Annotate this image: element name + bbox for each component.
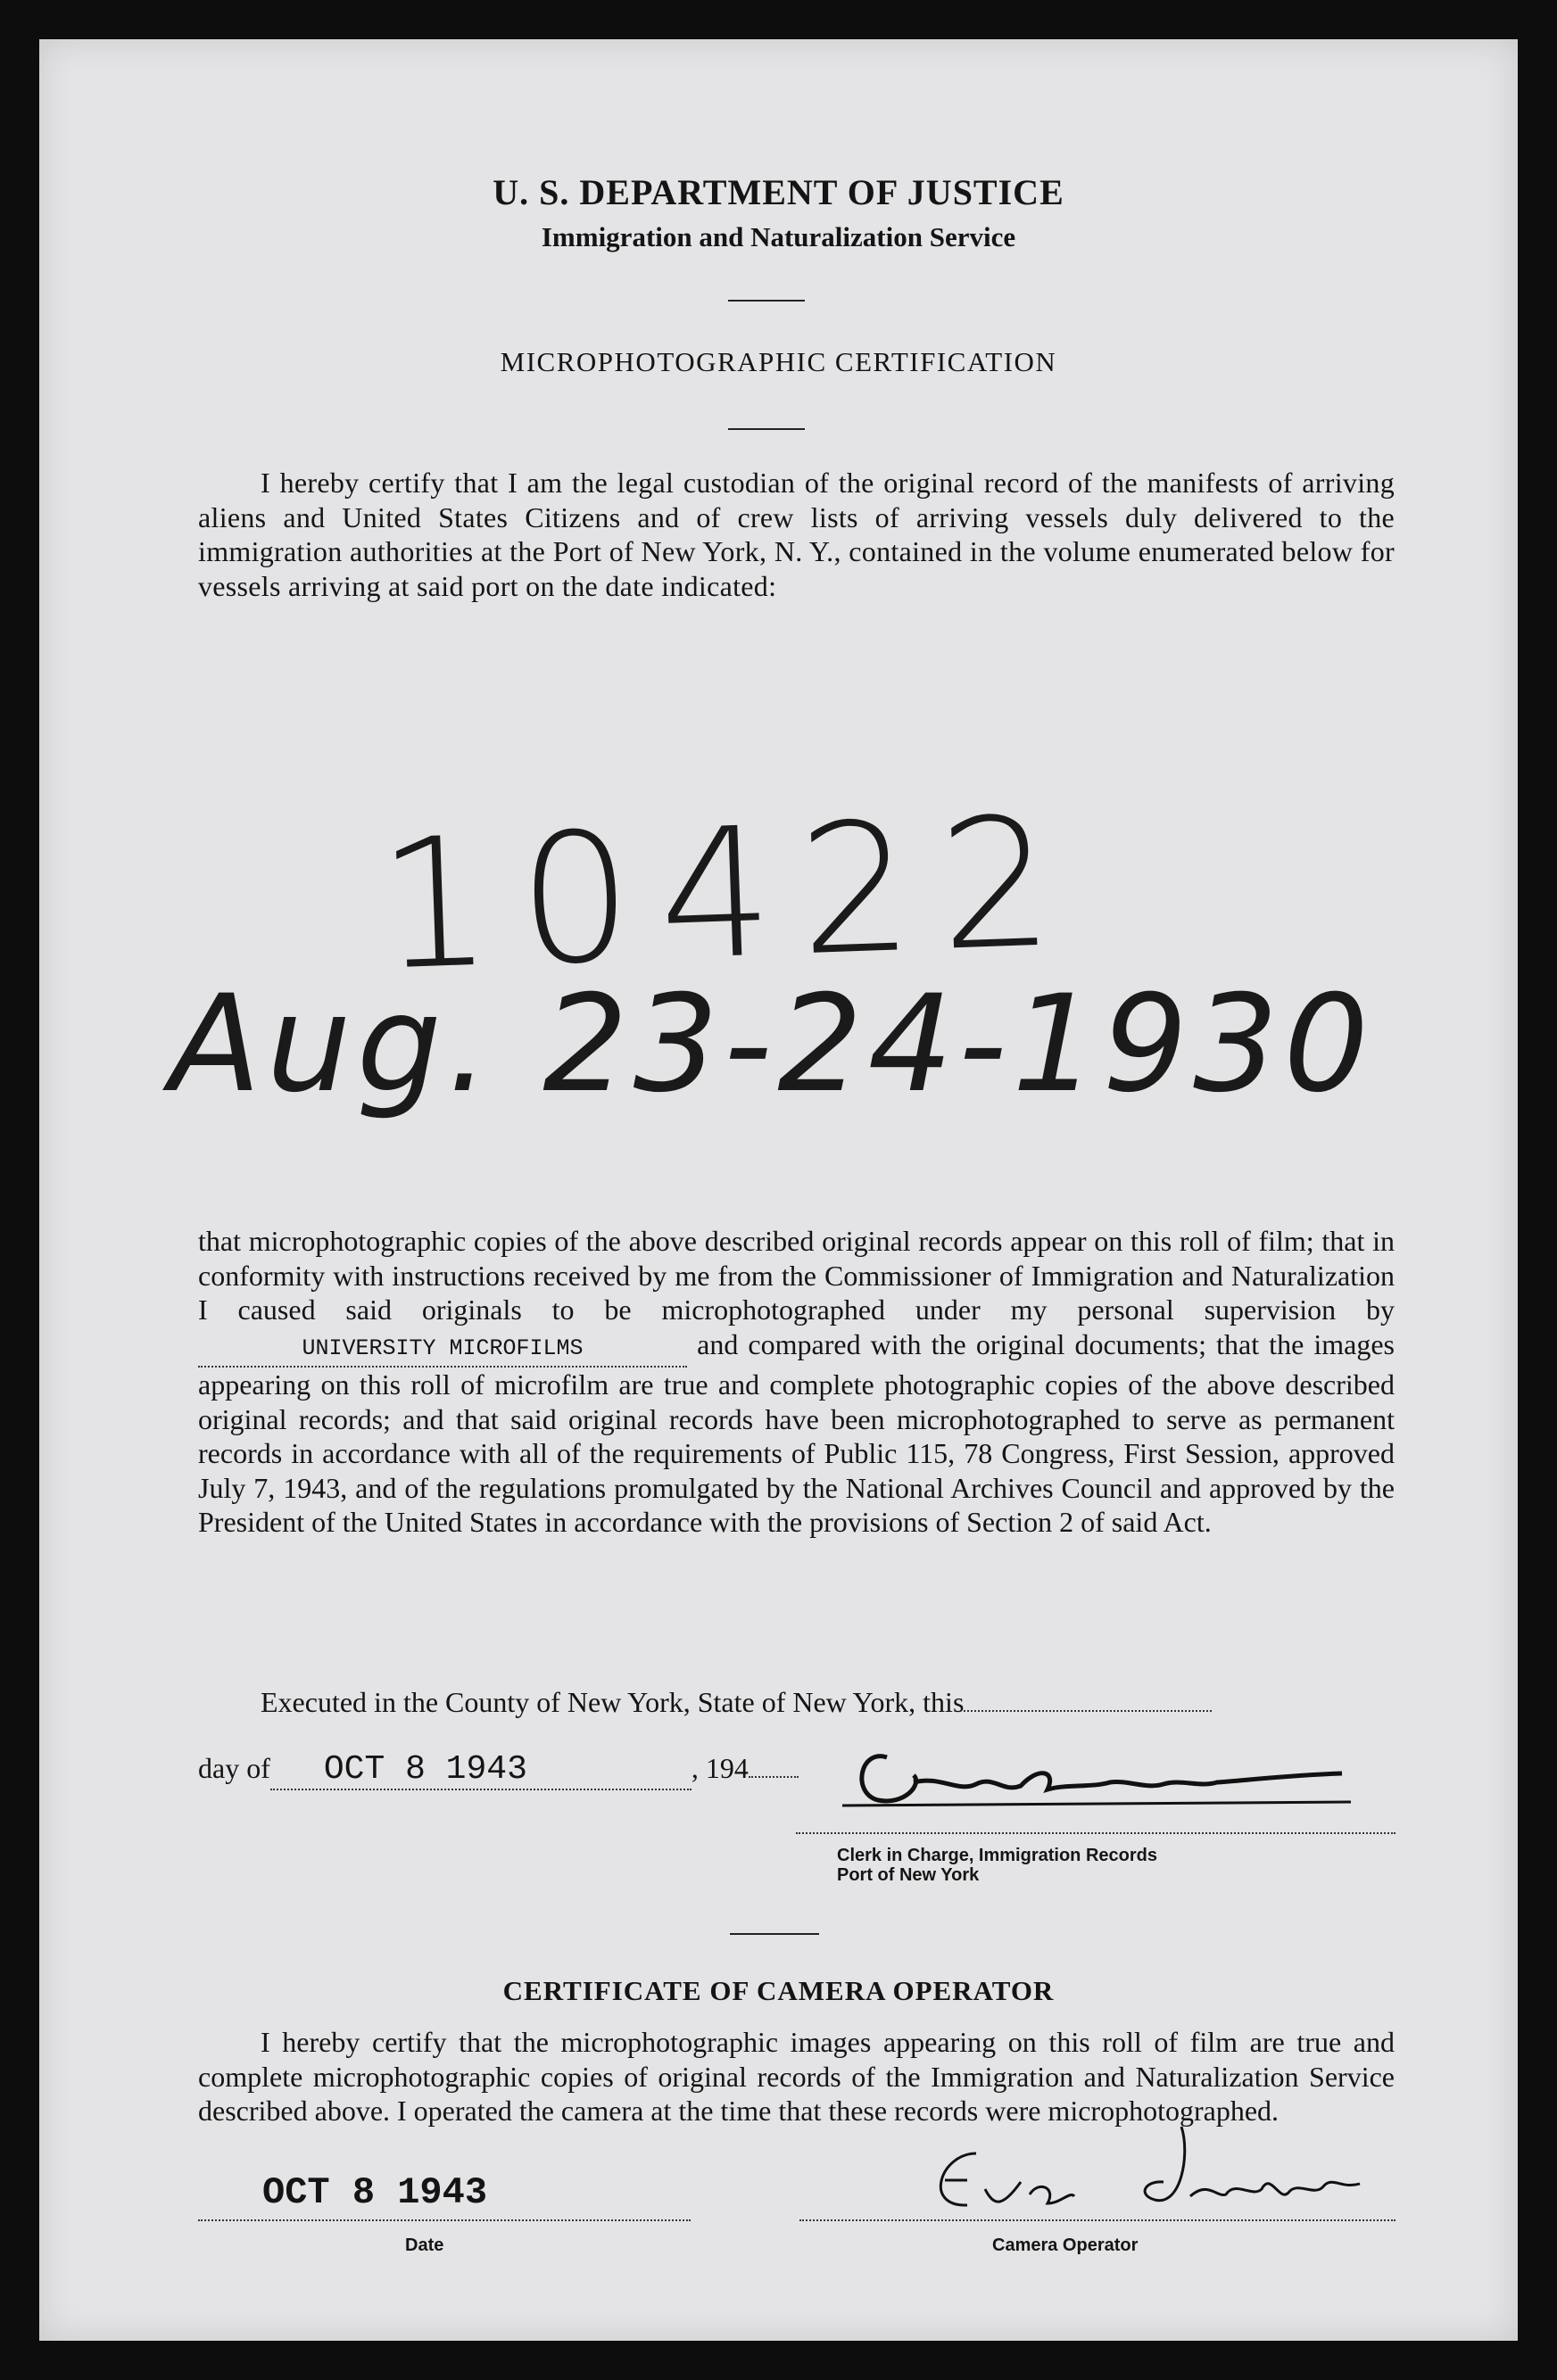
filmer-stamp: UNIVERSITY MICROFILMS	[198, 1332, 687, 1368]
handwritten-date: Aug. 23-24-1930	[170, 967, 1374, 1122]
date-label: Date	[405, 2235, 444, 2255]
day-blank	[964, 1690, 1212, 1712]
operator-date-stamp: OCT 8 1943	[262, 2171, 488, 2214]
clerk-title	[837, 1846, 1157, 1885]
date-line	[198, 2219, 691, 2221]
day-of-label: day of	[198, 1752, 270, 1784]
execution-text: Executed in the County of New York, State of New York, this	[261, 1686, 965, 1718]
certification-title: MICROPHOTOGRAPHIC CERTIFICATION	[500, 346, 1057, 377]
service-subheading: Immigration and Naturalization Service	[541, 221, 1016, 252]
body-text-before-filmer: that microphotographic copies of the above described original records appear on this roll of film; that in conformity with instructions received by me from the Commissioner of Immigration and Naturalization I caused said originals to be microphotographed under my personal supervision by	[198, 1225, 1395, 1326]
clerk-title-line: Port of New York	[837, 1865, 980, 1885]
divider	[728, 428, 805, 430]
execution-date-stamp: OCT 8 1943	[270, 1750, 692, 1790]
body-paragraph	[198, 1224, 1395, 1540]
handwritten-volume-number: 10422	[375, 778, 1084, 1011]
department-heading: U. S. DEPARTMENT OF JUSTICE	[493, 172, 1064, 212]
clerk-title-line: Clerk in Charge, Immigration Records	[837, 1846, 1157, 1865]
divider	[728, 300, 805, 302]
divider	[730, 1933, 819, 1935]
camera-certificate-text: I hereby certify that the microphotographic images appearing on this roll of film are true and complete microphotographic copies of original records of the Immigration and Naturalization Service described above. I operated the camera at the time that these records were microphotographed.	[198, 2026, 1395, 2127]
certification-page	[39, 39, 1518, 2341]
body-text-after-filmer: and compared with the original documents; that the images appearing on this roll of microfilm are true and complete photographic copies of the above described original records; and that said original records have been microphotographed to serve as permanent records in accordance with all of the requirements of Public 115, 78 Congress, First Session, approved July 7, 1943, and of the regulations promulgated by the National Archives Council and approved by the President of the United States in accordance with the provisions of Section 2 of said Act.	[198, 1327, 1396, 1538]
signature-line	[796, 1832, 1396, 1834]
clerk-signature	[824, 1731, 1360, 1830]
camera-certificate-title: CERTIFICATE OF CAMERA OPERATOR	[502, 1975, 1055, 2006]
operator-label: Camera Operator	[992, 2235, 1139, 2255]
operator-line	[799, 2219, 1396, 2221]
intro-paragraph: I hereby certify that I am the legal custodian of the original record of the manifests of arriving aliens and United States Citizens and of crew lists of arriving vessels duly delivered to the immigration authorities at the Port of New York, N. Y., contained in the volume enumerated below for vessels arriving at said port on the date indicated:	[198, 467, 1395, 602]
year-prefix: , 194	[691, 1752, 749, 1784]
execution-line	[261, 1686, 1212, 1719]
year-blank	[749, 1756, 799, 1778]
operator-signature	[869, 2118, 1369, 2216]
day-of-line	[198, 1750, 799, 1790]
